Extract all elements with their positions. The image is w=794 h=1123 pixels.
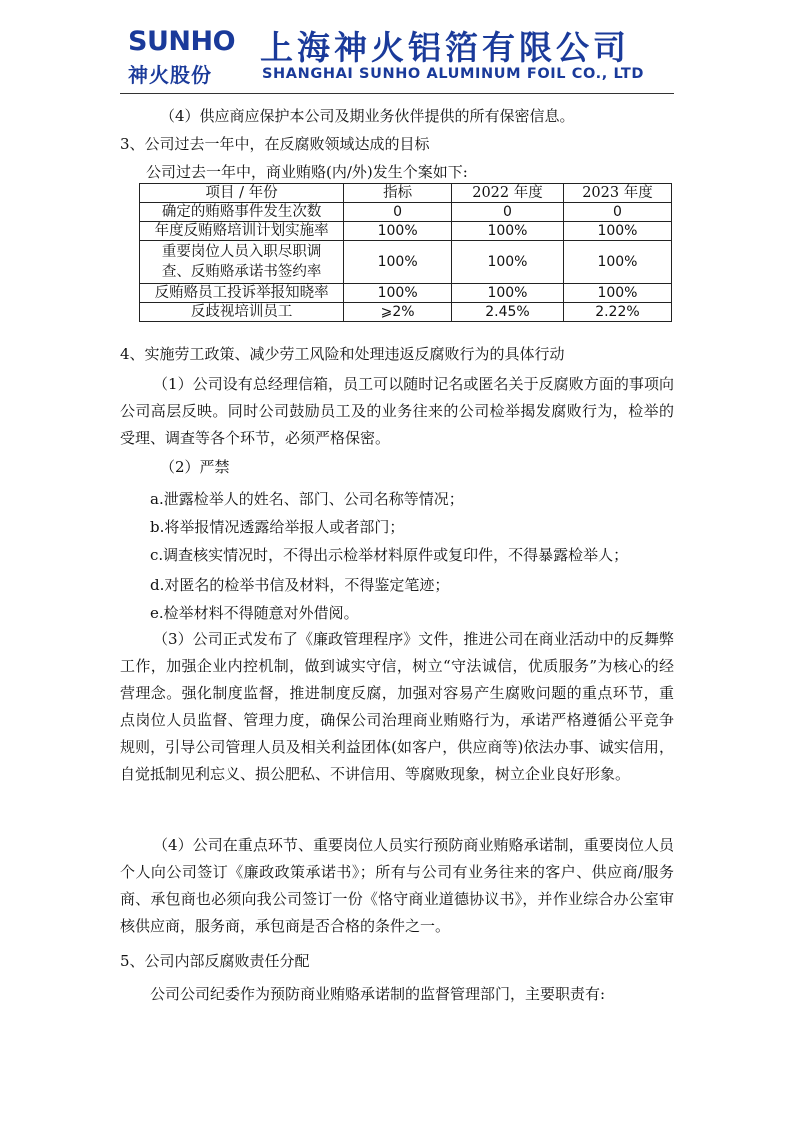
table-row — [140, 284, 672, 303]
logo-chinese-name: 神火股份 — [128, 63, 212, 87]
company-name-chinese: 上海神火铝箔有限公司 — [260, 28, 630, 67]
table-row — [140, 203, 672, 222]
prohibition-heading: （2）严禁 — [160, 458, 230, 476]
table-cell: 0 — [344, 203, 452, 222]
letterhead — [120, 20, 680, 92]
table-cell: 100% — [452, 241, 564, 284]
prohibition-item-d: d.对匿名的检举书信及材料，不得鉴定笔迹； — [150, 576, 450, 594]
supplier-confidentiality-item: （4）供应商应保护本公司及期业务伙伴提供的所有保密信息。 — [160, 107, 575, 125]
table-cell: 100% — [344, 241, 452, 284]
section-4-heading: 4、实施劳工政策、减少劳工风险和处理违返反腐败行为的具体行动 — [120, 345, 565, 363]
table-cell: 反贿赂员工投诉举报知晓率 — [140, 284, 344, 303]
company-name-english: SHANGHAI SUNHO ALUMINUM FOIL CO., LTD — [262, 66, 645, 82]
table-cell: 2.45% — [452, 303, 564, 322]
table-cell: 0 — [452, 203, 564, 222]
paragraph-mailbox: （1）公司设有总经理信箱，员工可以随时记名或匿名关于反腐败方面的事项向公司高层反映。同时公司鼓励员工及的业务往来的公司检举揭发腐败行为，检举的受理、调查等各个环节，必须严格保密。 — [120, 375, 674, 447]
table-row — [140, 241, 672, 284]
table-cell: 重要岗位人员入职尽职调查、反贿赂承诺书签约率 — [140, 241, 344, 284]
table-cell: 100% — [563, 241, 671, 284]
header-divider — [120, 93, 674, 94]
paragraph-integrity-procedure: （3）公司正式发布了《廉政管理程序》文件，推进公司在商业活动中的反舞弊工作，加强企业内控机制，做到诚实守信，树立“守法诚信，优质服务”为核心的经营理念。强化制度监督，推进制度反腐，加强对容易产生腐败问题的重点环节，重点岗位人员监督、管理力度，确保公司治理商业贿赂行为，承诺严格遵循公平竞争规则，引导公司管理人员及相关利益团体(如客户，供应商等)依法办事、诚实信用，自觉抵制见利忘义、损公肥私、不讲信用、等腐败现象，树立企业良好形象。 — [120, 630, 674, 783]
table-cell: 确定的贿赂事件发生次数 — [140, 203, 344, 222]
bribery-statistics-table — [139, 183, 672, 322]
logo-wordmark: SUNHO — [128, 26, 236, 57]
table-cell: 年度反贿赂培训计划实施率 — [140, 222, 344, 241]
table-cell: ⩾2% — [344, 303, 452, 322]
section-5-heading: 5、公司内部反腐败责任分配 — [120, 952, 310, 970]
table-header-cell: 2022 年度 — [452, 184, 564, 203]
table-header-cell: 2023 年度 — [563, 184, 671, 203]
table-cell: 100% — [452, 284, 564, 303]
table-cell: 100% — [344, 222, 452, 241]
section-3-heading: 3、公司过去一年中，在反腐败领域达成的目标 — [120, 135, 430, 153]
paragraph-commitment-system: （4）公司在重点环节、重要岗位人员实行预防商业贿赂承诺制，重要岗位人员个人向公司签订《廉政政策承诺书》；所有与公司有业务往来的客户、供应商/服务商、承包商也必须向我公司签订一份《恪守商业道德协议书》，并作业综合办公室审核供应商，服务商，承包商是否合格的条件之一。 — [120, 836, 674, 935]
table-cell: 2.22% — [563, 303, 671, 322]
table-cell: 100% — [563, 284, 671, 303]
table-cell: 100% — [344, 284, 452, 303]
table-intro: 公司过去一年中，商业贿赂(内/外)发生个案如下: — [146, 163, 468, 181]
table-header-cell: 指标 — [344, 184, 452, 203]
table-cell: 0 — [563, 203, 671, 222]
prohibition-item-a: a.泄露检举人的姓名、部门、公司名称等情况； — [150, 490, 464, 508]
table-cell: 100% — [452, 222, 564, 241]
table-header-row — [140, 184, 672, 203]
prohibition-item-b: b.将举报情况透露给举报人或者部门； — [150, 518, 405, 536]
table-cell: 反歧视培训员工 — [140, 303, 344, 322]
prohibition-item-c: c.调查核实情况时，不得出示检举材料原件或复印件，不得暴露检举人； — [150, 546, 629, 564]
paragraph-responsibility: 公司公司纪委作为预防商业贿赂承诺制的监督管理部门，主要职责有: — [150, 985, 606, 1003]
table-row — [140, 303, 672, 322]
table-header-cell: 项目 / 年份 — [140, 184, 344, 203]
table-cell: 100% — [563, 222, 671, 241]
table-row — [140, 222, 672, 241]
company-logo — [120, 26, 252, 88]
prohibition-item-e: e.检举材料不得随意对外借阅。 — [150, 604, 359, 622]
